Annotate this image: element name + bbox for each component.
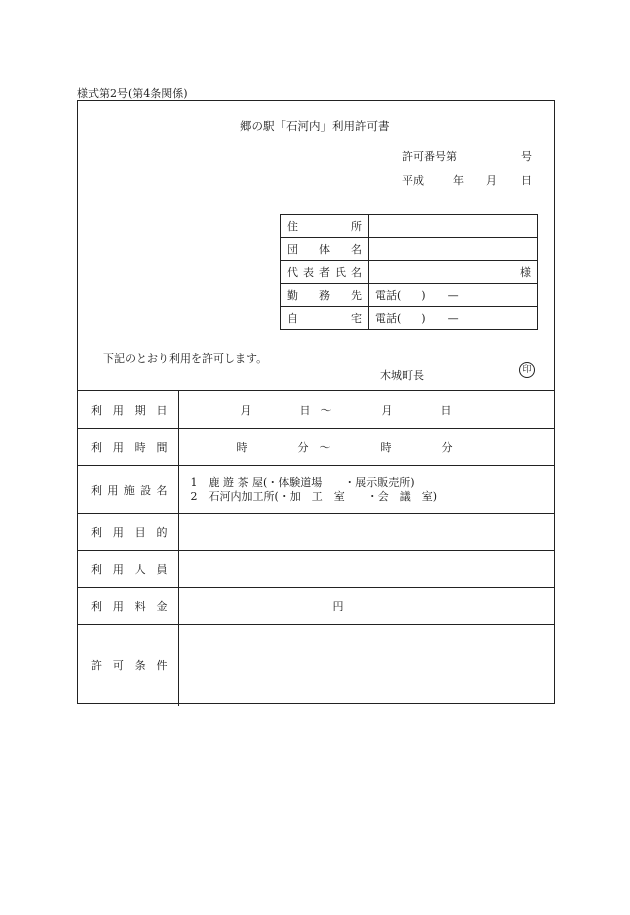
home-phone-dash: — xyxy=(447,312,459,325)
row-purpose xyxy=(77,514,555,551)
conditions-label: 許可条件 xyxy=(77,625,178,706)
workplace-phone-dash: — xyxy=(447,289,459,302)
form-code: 様式第2号(第4条関係) xyxy=(77,87,188,100)
applicant-table xyxy=(280,214,538,330)
facility-line-1: 1 鹿 遊 茶 屋(・体験道場 ・展示販売所) xyxy=(190,475,415,489)
period-tilde: ～ xyxy=(320,403,332,417)
permission-note: 下記のとおり利用を許可します。 xyxy=(103,352,268,365)
date-year-label: 年 xyxy=(453,174,464,187)
period-label: 利用期日 xyxy=(77,391,178,429)
people-field[interactable] xyxy=(178,551,555,588)
period-day2: 日 xyxy=(440,403,452,417)
applicant-row-organization xyxy=(281,238,538,261)
honorific: 様 xyxy=(520,266,531,279)
organization-label: 団体名 xyxy=(281,238,369,261)
purpose-field[interactable] xyxy=(178,514,555,551)
issuer-name: 木城町長 xyxy=(380,369,424,382)
organization-field[interactable] xyxy=(369,238,538,261)
applicant-row-address xyxy=(281,215,538,238)
purpose-label: 利用目的 xyxy=(77,514,178,551)
row-people xyxy=(77,551,555,588)
document-title: 郷の駅「石河内」利用許可書 xyxy=(240,119,390,133)
facility-line-2: 2 石河内加工所(・加 工 室 ・会 議 室) xyxy=(190,489,438,503)
date-day-label: 日 xyxy=(521,174,532,187)
period-month1: 月 xyxy=(240,403,252,417)
fee-unit: 円 xyxy=(332,600,344,613)
permit-number-suffix: 号 xyxy=(521,150,532,163)
conditions-field[interactable] xyxy=(178,625,555,706)
time-hour2: 時 xyxy=(380,441,392,454)
workplace-phone-label: 電話( xyxy=(375,289,402,302)
applicant-row-home xyxy=(281,307,538,330)
fee-label: 利用料金 xyxy=(77,588,178,625)
time-min1: 分 xyxy=(297,441,309,454)
period-month2: 月 xyxy=(381,403,393,417)
time-field[interactable] xyxy=(178,429,555,466)
workplace-label: 勤務先 xyxy=(281,284,369,307)
home-phone-field[interactable] xyxy=(369,307,538,330)
time-hour1: 時 xyxy=(236,441,248,454)
date-month-label: 月 xyxy=(486,174,497,187)
row-time xyxy=(77,429,555,466)
time-min2: 分 xyxy=(441,441,453,454)
representative-label: 代表者氏名 xyxy=(281,261,369,284)
facility-field[interactable] xyxy=(178,466,555,514)
applicant-row-representative xyxy=(281,261,538,284)
row-period xyxy=(77,391,555,429)
workplace-phone-field[interactable] xyxy=(369,284,538,307)
address-label: 住所 xyxy=(281,215,369,238)
home-label: 自宅 xyxy=(281,307,369,330)
home-phone-label: 電話( xyxy=(375,312,402,325)
date-era: 平成 xyxy=(402,174,424,187)
facility-label: 利用施設名 xyxy=(77,466,178,514)
seal-icon: 印 xyxy=(519,362,535,378)
permit-number-label: 許可番号第 xyxy=(402,150,457,163)
representative-field[interactable] xyxy=(369,261,538,284)
people-label: 利用人員 xyxy=(77,551,178,588)
time-label: 利用時間 xyxy=(77,429,178,466)
home-phone-close: ) xyxy=(421,312,426,325)
period-day1: 日 xyxy=(299,403,311,417)
workplace-phone-close: ) xyxy=(421,289,426,302)
row-fee xyxy=(77,588,555,625)
row-facility xyxy=(77,466,555,514)
applicant-row-workplace xyxy=(281,284,538,307)
details-table xyxy=(77,390,555,706)
row-conditions xyxy=(77,625,555,706)
fee-field[interactable] xyxy=(178,588,555,625)
period-field[interactable] xyxy=(178,391,555,429)
address-field[interactable] xyxy=(369,215,538,238)
time-tilde: ～ xyxy=(319,441,331,454)
